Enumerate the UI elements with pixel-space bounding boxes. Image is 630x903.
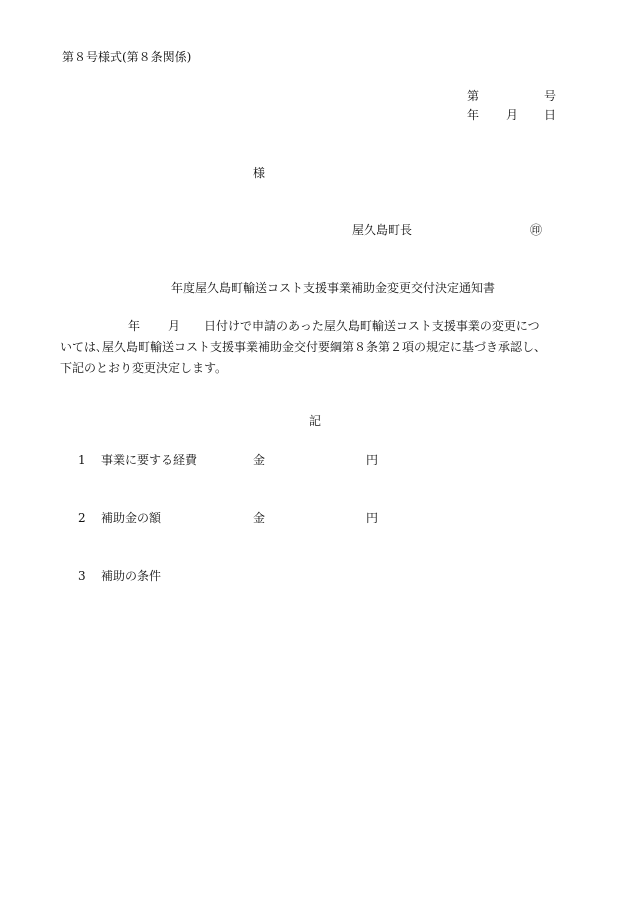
doc-number-prefix: 第 [467,89,480,103]
doc-date-year: 年 [467,108,480,122]
item-number: 1 [78,453,86,467]
body-paragraph [60,316,575,379]
body-year: 年 [128,319,141,333]
item-number: 2 [78,511,86,525]
form-label: 第８号様式(第８条関係) [62,50,192,64]
doc-number-suffix: 号 [544,89,557,103]
body-line-2: いては､屋久島町輸送コスト支援事業補助金交付要綱第８条第２項の規定に基づき承認し、 [60,340,547,354]
body-line-1-text: 日付けで申請のあった屋久島町輸送コスト支援事業の変更につ [204,319,540,333]
issuer-title: 屋久島町長 [352,223,413,237]
item-label-conditions: 補助の条件 [101,569,162,583]
amount-unit: 円 [366,453,379,467]
amount-prefix: 金 [253,511,266,525]
doc-date-day: 日 [544,108,557,122]
body-month: 月 [168,319,181,333]
addressee-suffix: 様 [253,166,266,180]
item-number: 3 [78,569,86,583]
doc-date-month: 月 [506,108,519,122]
body-line-1 [60,316,575,337]
item-label-subsidy: 補助金の額 [101,511,162,525]
document-title: 年度屋久島町輸送コスト支援事業補助金変更交付決定通知書 [171,281,496,295]
seal-mark: ㊞ [530,223,543,237]
amount-unit: 円 [366,511,379,525]
item-label-cost: 事業に要する経費 [101,453,198,467]
amount-prefix: 金 [253,453,266,467]
ki-heading: 記 [309,414,322,428]
body-line-3: 下記のとおり変更決定します。 [60,361,228,375]
